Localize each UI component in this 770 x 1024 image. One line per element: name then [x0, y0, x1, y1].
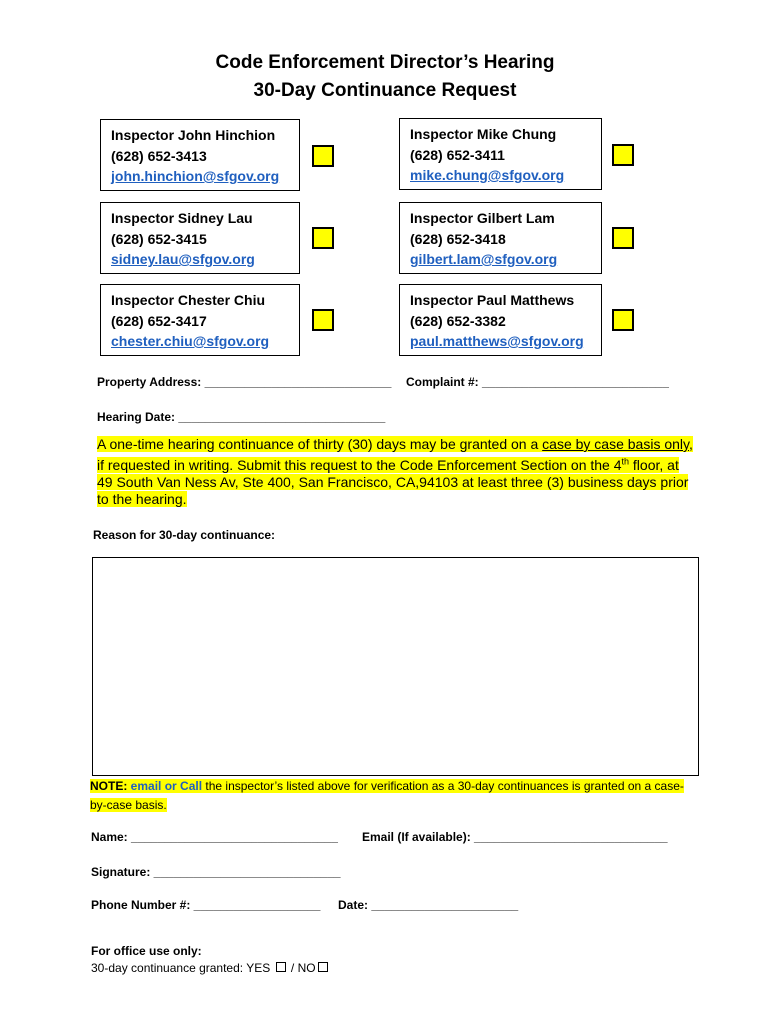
inspector-card-hinchion — [100, 119, 300, 191]
notice-part3: floor, at 49 South Van Ness Av, Ste 400, San Francisco, CA,94103 at least three (3) business days prior to the hearing. — [97, 456, 689, 507]
inspector-phone: (628) 652-3415 — [111, 230, 207, 247]
inspector-email-link[interactable]: mike.chung@sfgov.org — [410, 167, 565, 183]
notice-part1: A one-time hearing continuance of thirty (30) days may be granted on a — [97, 436, 543, 452]
yes-checkbox[interactable] — [276, 962, 286, 972]
email-field[interactable]: Email (If available): _____________________________ — [362, 830, 668, 844]
inspector-email-link[interactable]: sidney.lau@sfgov.org — [111, 251, 255, 267]
select-inspector-checkbox-lam[interactable] — [612, 227, 634, 249]
inspector-phone: (628) 652-3418 — [410, 230, 506, 247]
inspector-phone: (628) 652-3417 — [111, 312, 207, 329]
complaint-number-field[interactable]: Complaint #: ____________________________ — [406, 375, 669, 389]
select-inspector-checkbox-chiu[interactable] — [312, 309, 334, 331]
notice-part2: , if requested in writing. Submit this request to the Code Enforcement Section on the 4 — [97, 436, 693, 473]
signature-field[interactable]: Signature: ____________________________ — [91, 865, 341, 879]
inspector-email-link[interactable]: chester.chiu@sfgov.org — [111, 333, 270, 349]
office-use-line — [91, 961, 330, 975]
office-line-mid: / NO — [287, 961, 316, 975]
inspector-email-link[interactable]: gilbert.lam@sfgov.org — [410, 251, 558, 267]
select-inspector-checkbox-matthews[interactable] — [612, 309, 634, 331]
date-field[interactable]: Date: ______________________ — [338, 898, 519, 912]
inspector-name: Inspector Paul Matthews — [410, 292, 575, 308]
verification-note — [90, 777, 690, 815]
note-bold: email or Call — [130, 779, 203, 793]
inspector-phone: (628) 652-3413 — [111, 147, 207, 164]
notice-superscript: th — [621, 456, 630, 466]
inspector-phone: (628) 652-3382 — [410, 312, 506, 329]
continuance-notice — [97, 436, 697, 508]
select-inspector-checkbox-hinchion[interactable] — [312, 145, 334, 167]
inspector-card-chiu — [100, 284, 300, 356]
title-line-1: Code Enforcement Director’s Hearing — [215, 52, 555, 73]
inspector-card-matthews — [399, 284, 602, 356]
reason-textarea[interactable] — [92, 557, 699, 776]
title-line-2: 30-Day Continuance Request — [253, 80, 517, 101]
inspector-name: Inspector Sidney Lau — [111, 210, 253, 226]
select-inspector-checkbox-chung[interactable] — [612, 144, 634, 166]
inspector-name: Inspector John Hinchion — [111, 127, 276, 143]
hearing-date-field[interactable]: Hearing Date: _______________________________ — [97, 410, 386, 424]
office-use-heading: For office use only: — [91, 944, 202, 958]
phone-number-field[interactable]: Phone Number #: ___________________ — [91, 898, 321, 912]
inspector-card-chung — [399, 118, 602, 190]
office-line-prefix: 30-day continuance granted: YES — [91, 961, 274, 975]
property-address-field[interactable]: Property Address: ____________________________ — [97, 375, 392, 389]
inspector-phone: (628) 652-3411 — [410, 146, 505, 163]
select-inspector-checkbox-lau[interactable] — [312, 227, 334, 249]
inspector-name: Inspector Mike Chung — [410, 126, 557, 142]
inspector-card-lau — [100, 202, 300, 274]
inspector-email-link[interactable]: paul.matthews@sfgov.org — [410, 333, 584, 349]
note-prefix: NOTE: — [90, 779, 131, 793]
reason-label: Reason for 30-day continuance: — [93, 528, 276, 542]
name-field[interactable]: Name: _______________________________ — [91, 830, 338, 844]
notice-underlined: case by case basis only — [542, 436, 689, 452]
inspector-name: Inspector Chester Chiu — [111, 292, 266, 308]
inspector-card-lam — [399, 202, 602, 274]
inspector-email-link[interactable]: john.hinchion@sfgov.org — [111, 168, 280, 184]
no-checkbox[interactable] — [318, 962, 328, 972]
inspector-name: Inspector Gilbert Lam — [410, 210, 555, 226]
note-rest: the inspector’s listed above for verification as a 30-day continuances is granted on a case-by-case basis. — [90, 779, 684, 812]
